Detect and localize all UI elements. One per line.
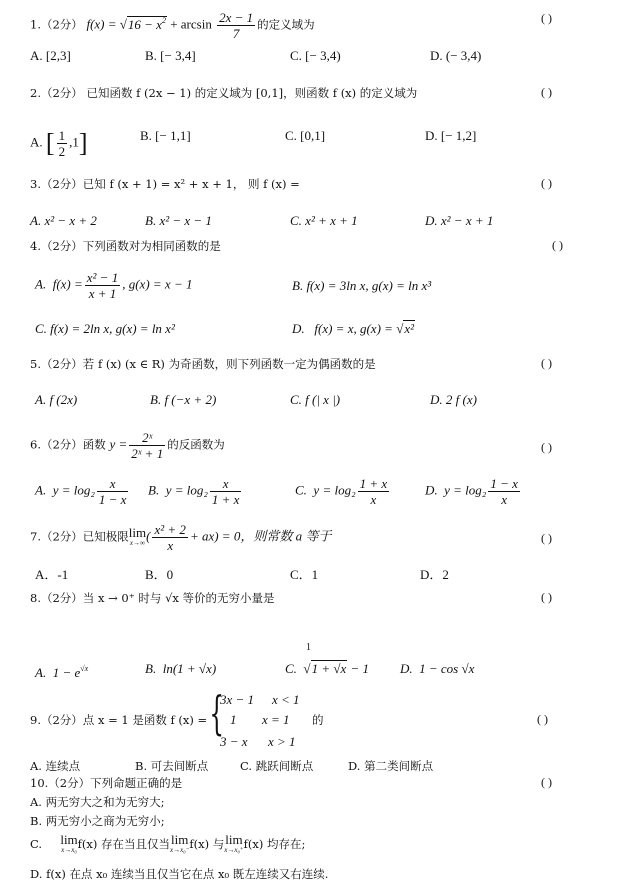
q8-option-b[interactable]: B. ln(1 + √x)	[145, 661, 217, 676]
q1-tail: 的定义域为	[257, 17, 315, 32]
q7-answer-paren[interactable]: ( )	[541, 531, 552, 545]
q1-option-a[interactable]: A. [2,3]	[30, 48, 71, 63]
q6-option-b[interactable]: B. y = log₂ $\frac{x}{1 + x}$	[148, 476, 240, 507]
q6-fraction: $\frac{\text{2ˣ}}{\text{2ˣ + 1}}$	[131, 430, 164, 461]
q4-option-a[interactable]: A. f(x) = $\frac{\text{x² − 1}}{x + 1}$ , g(x) = x − 1	[35, 270, 193, 301]
q9-option-a[interactable]: A. 连续点	[30, 759, 81, 773]
q10-answer-paren[interactable]: ( )	[541, 775, 552, 789]
q7-option-c[interactable]: C．1	[290, 567, 319, 582]
q10-option-a[interactable]: A. 两无穷大之和为无穷大;	[30, 795, 165, 809]
q4-answer-paren[interactable]: ( )	[552, 238, 563, 252]
q9-case3-cond: x > 1	[268, 734, 296, 749]
q5-answer-paren[interactable]: ( )	[541, 356, 552, 370]
q5-option-b[interactable]: B. f (−x + 2)	[150, 392, 217, 407]
q9-case2-expr: 1	[230, 712, 237, 727]
q2-answer-paren[interactable]: ( )	[541, 85, 552, 99]
q5-stem: 5.（2分）若 f (x) (x ∈ R) 为奇函数，则下列函数一定为偶函数的是	[30, 357, 376, 371]
q8-option-c[interactable]: C. √1 + √x − 1	[285, 661, 370, 676]
q6-option-d[interactable]: D. y = log₂ $\frac{1 - x}{x}$	[425, 476, 518, 507]
q8-answer-paren[interactable]: ( )	[541, 590, 552, 604]
q10-option-c[interactable]: C. lim x→x₀ f(x) 存在当且仅当lim x→x₀⁻ f(x) 与lim x→x₀⁺ f(x) 均存在;	[30, 832, 306, 854]
q3-option-b[interactable]: B. x² − x − 1	[145, 213, 212, 228]
q1-stem: 1.（2分） $f(x) = √16 - x^2 + \arcsin$ $\frac{2x - 1}{7}$ 的定义域为	[30, 10, 315, 41]
q1-fraction: $\frac{2x - 1}{7}$	[219, 10, 254, 41]
q5-option-a[interactable]: A. f (2x)	[35, 392, 78, 407]
q9-case3-expr: 3 − x	[220, 734, 248, 749]
q9-option-b[interactable]: B. 可去间断点	[135, 759, 209, 773]
q3-option-d[interactable]: D. x² − x + 1	[425, 213, 494, 228]
q9-case1-expr: 3x − 1	[220, 692, 255, 707]
q9-case1-cond: x < 1	[272, 692, 300, 707]
q4-option-b[interactable]: B. f(x) = 3ln x, g(x) = ln x³	[292, 278, 432, 293]
q5-option-d[interactable]: D. 2 f (x)	[430, 392, 477, 407]
q8-root-index: 1	[306, 642, 311, 653]
q7-stem: 7.（2分）已知极限lim x→∞ ( $\frac{\text{x² + 2}}{x}$ + ax) = 0，则常数 a 等于	[30, 522, 332, 553]
q3-stem: 3.（2分）已知 f (x + 1) = x² + x + 1， 则 f (x) =	[30, 177, 300, 191]
q9-option-d[interactable]: D. 第二类间断点	[348, 759, 434, 773]
q4-option-c[interactable]: C. f(x) = 2ln x, g(x) = ln x²	[35, 321, 175, 336]
q8-option-a[interactable]: A. $1 - e^{√x}$	[35, 664, 89, 680]
q9-case2-cond: x = 1	[262, 712, 290, 727]
q6-option-a[interactable]: A. y = log₂ $\frac{x}{1 - x}$	[35, 476, 127, 507]
q2-option-b[interactable]: B. [− 1,1]	[140, 128, 191, 143]
q3-option-c[interactable]: C. x² + x + 1	[290, 213, 358, 228]
q2-a-fraction: $\frac{1}{2}$	[58, 128, 66, 159]
q6-option-c[interactable]: C. y = log₂ $\frac{1 + x}{x}$	[295, 476, 388, 507]
q1-number: 1.（2分）	[30, 17, 83, 32]
q4-a-fraction: $\frac{\text{x² − 1}}{x + 1}$	[86, 270, 119, 301]
q8-stem: 8.（2分）当 x → 0⁺ 时与 √x 等价的无穷小量是	[30, 591, 275, 605]
q10-stem: 10.（2分）下列命题正确的是	[30, 776, 183, 790]
q3-answer-paren[interactable]: ( )	[541, 176, 552, 190]
q9-option-c[interactable]: C. 跳跃间断点	[240, 759, 314, 773]
q4-option-d[interactable]: D. f(x) = x, g(x) = √x²	[292, 321, 414, 336]
q1-option-c[interactable]: C. [− 3,4)	[290, 48, 341, 63]
q9-stem: 9.（2分）点 x = 1 是函数 f (x) =	[30, 713, 208, 727]
q9-brace: {	[209, 686, 224, 740]
q2-option-c[interactable]: C. [0,1]	[285, 128, 326, 143]
q1-arcsin: + arcsin	[166, 16, 216, 32]
q10-option-b[interactable]: B. 两无穷小之商为无穷小;	[30, 814, 165, 828]
q7-option-b[interactable]: B．0	[145, 567, 174, 582]
q10-option-d[interactable]: D. f(x) 在点 x₀ 连续当且仅当它在点 x₀ 既左连续又右连续.	[30, 867, 329, 881]
q2-option-d[interactable]: D. [− 1,2]	[425, 128, 477, 143]
q9-tail: 的	[312, 713, 324, 727]
q1-option-b[interactable]: B. [− 3,4]	[145, 48, 196, 63]
q8-option-d[interactable]: D. 1 − cos √x	[400, 661, 475, 676]
q1-func: f(x) =	[86, 16, 120, 32]
q6-answer-paren[interactable]: ( )	[541, 440, 552, 454]
q1-option-d[interactable]: D. (− 3,4)	[430, 48, 482, 63]
q6-stem: 6.（2分）函数 y = $\frac{\text{2ˣ}}{\text{2ˣ + 1}}$ 的反函数为	[30, 430, 225, 461]
q7-option-a[interactable]: A．-1	[35, 567, 69, 582]
q7-limit: lim x→∞	[128, 524, 147, 547]
q1-sqrt: $16 - x^2$	[127, 15, 166, 32]
q1-answer-paren[interactable]: ( )	[541, 11, 552, 25]
q7-option-d[interactable]: D．2	[420, 567, 449, 582]
q5-option-c[interactable]: C. f (| x |)	[290, 392, 341, 407]
q2-stem: 2.（2分） 已知函数 f (2x − 1) 的定义域为 [0,1]，则函数 f (x) 的定义域为	[30, 86, 418, 100]
q4-stem: 4.（2分）下列函数对为相同函数的是	[30, 239, 221, 253]
q2-option-a[interactable]: A. [ $\frac{1}{2}$ ,1]	[30, 128, 88, 159]
q3-option-a[interactable]: A. x² − x + 2	[30, 213, 97, 228]
q9-answer-paren[interactable]: ( )	[537, 712, 548, 726]
